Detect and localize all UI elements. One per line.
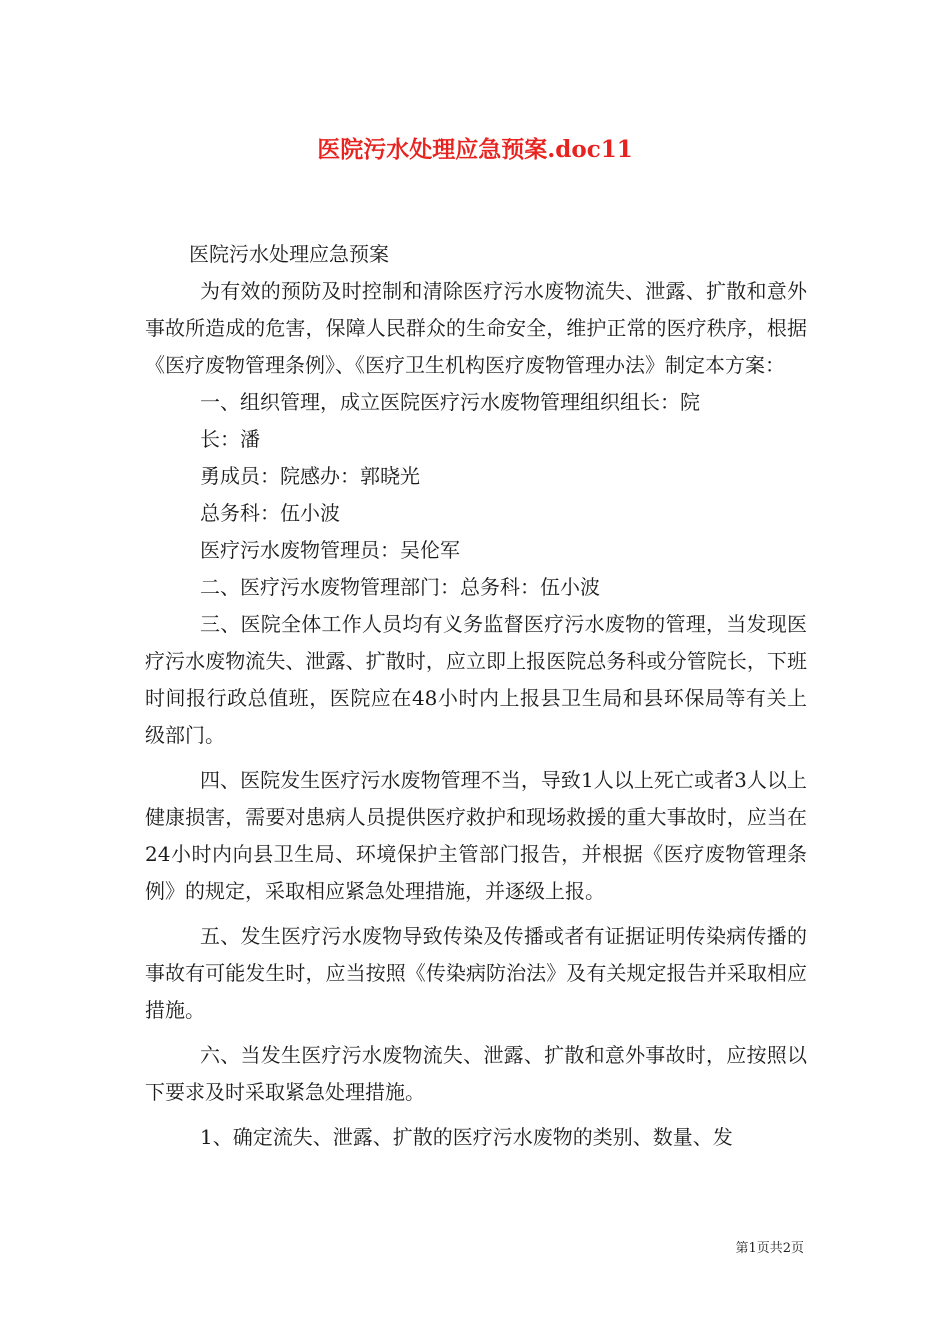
waste-manager-line: 医疗污水废物管理员：吴伦军 xyxy=(200,538,460,562)
item-1-paragraph: 1、确定流失、泄露、扩散的医疗污水废物的类别、数量、发 xyxy=(200,1125,733,1149)
document-body xyxy=(145,236,807,1156)
members-line: 勇成员：院感办：郭晓光 xyxy=(200,464,420,488)
section-1-paragraph: 一、组织管理，成立医院医疗污水废物管理组织组长：院 xyxy=(200,390,700,414)
leader-line: 长：潘 xyxy=(200,427,260,451)
intro-paragraph: 为有效的预防及时控制和清除医疗污水废物流失、泄露、扩散和意外事故所造成的危害，保障人民群众的生命安全，维护正常的医疗秩序，根据《医疗废物管理条例》、《医疗卫生机构医疗废物管理办法》制定本方案： xyxy=(145,279,807,377)
general-affairs-line: 总务科：伍小波 xyxy=(200,501,340,525)
document-title: 医院污水处理应急预案.doc11 xyxy=(317,136,633,163)
page-number-footer: 第1页共2页 xyxy=(735,1241,804,1256)
section-4-paragraph: 四、医院发生医疗污水废物管理不当，导致1人以上死亡或者3人以上健康损害，需要对患病人员提供医疗救护和现场救援的重大事故时，应当在24小时内向县卫生局、环境保护主管部门报告，并根据《医疗废物管理条例》的规定，采取相应紧急处理措施，并逐级上报。 xyxy=(145,768,807,903)
section-5-paragraph: 五、发生医疗污水废物导致传染及传播或者有证据证明传染病传播的事故有可能发生时，应当按照《传染病防治法》及有关规定报告并采取相应措施。 xyxy=(145,924,807,1022)
section-6-paragraph: 六、当发生医疗污水废物流失、泄露、扩散和意外事故时，应按照以下要求及时采取紧急处理措施。 xyxy=(145,1043,807,1104)
plan-heading: 医院污水处理应急预案 xyxy=(189,242,389,266)
section-3-paragraph: 三、医院全体工作人员均有义务监督医疗污水废物的管理，当发现医疗污水废物流失、泄露、扩散时，应立即上报医院总务科或分管院长，下班时间报行政总值班，医院应在48小时内上报县卫生局和县环保局等有关上级部门。 xyxy=(145,612,807,747)
section-2-paragraph: 二、医疗污水废物管理部门：总务科：伍小波 xyxy=(200,575,600,599)
